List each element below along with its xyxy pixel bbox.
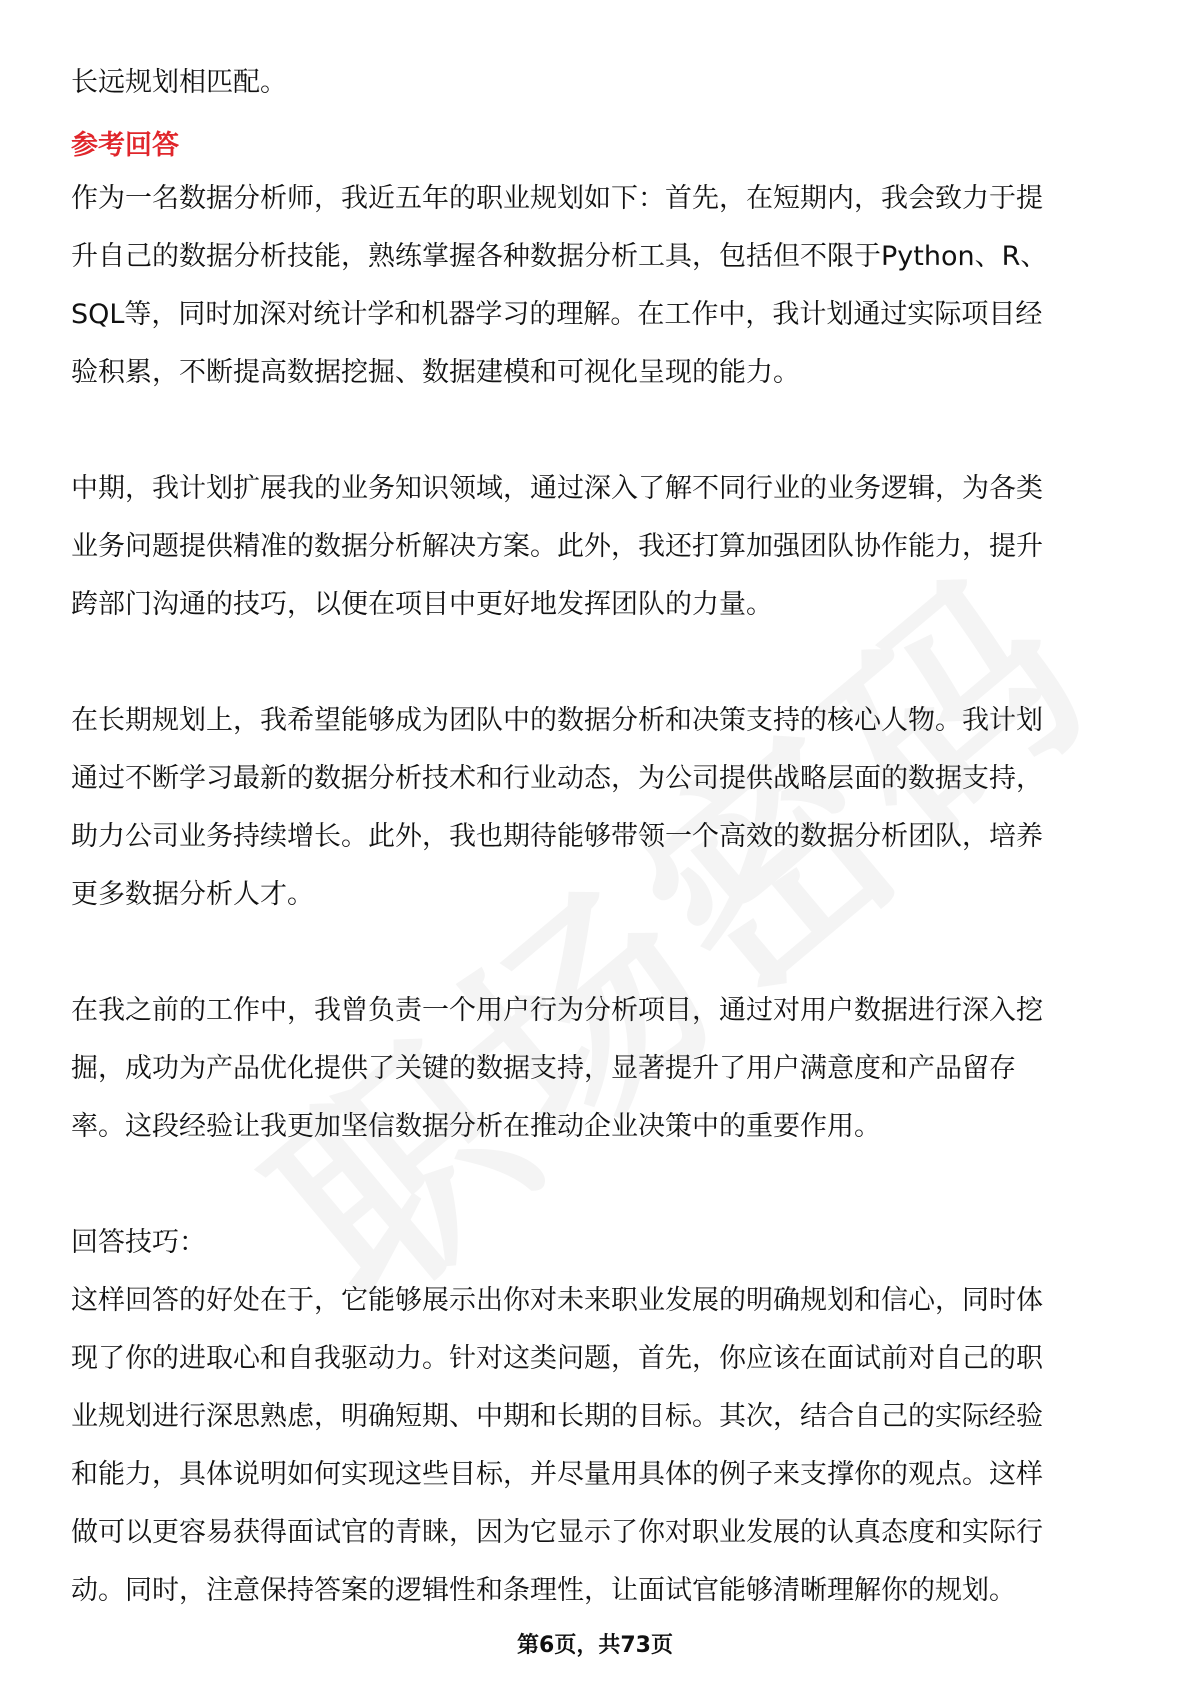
paragraph-line: 掘，成功为产品优化提供了关键的数据支持，显著提升了用户满意度和产品留存 — [71, 1053, 1016, 1084]
tips-line: 动。同时，注意保持答案的逻辑性和条理性，让面试官能够清晰理解你的规划。 — [71, 1575, 1016, 1606]
tips-line: 做可以更容易获得面试官的青睐，因为它显示了你对职业发展的认真态度和实际行 — [71, 1517, 1043, 1548]
tips-line: 和能力，具体说明如何实现这些目标，并尽量用具体的例子来支撑你的观点。这样 — [71, 1459, 1043, 1490]
paragraph-line: 在我之前的工作中，我曾负责一个用户行为分析项目，通过对用户数据进行深入挖 — [71, 995, 1043, 1026]
tips-heading: 回答技巧： — [71, 1227, 206, 1258]
paragraph-3 — [71, 692, 1121, 924]
tips-paragraph — [71, 1272, 1121, 1620]
paragraph-line: 作为一名数据分析师，我近五年的职业规划如下：首先，在短期内，我会致力于提 — [71, 183, 1043, 214]
page-number: 第6页，共73页 — [517, 1633, 673, 1658]
paragraph-2 — [71, 460, 1121, 634]
answer-heading: 参考回答 — [71, 130, 179, 161]
tips-line: 这样回答的好处在于，它能够展示出你对未来职业发展的明确规划和信心，同时体 — [71, 1285, 1043, 1316]
tips-line: 业规划进行深思熟虑，明确短期、中期和长期的目标。其次，结合自己的实际经验 — [71, 1401, 1043, 1432]
paragraph-line: 在长期规划上，我希望能够成为团队中的数据分析和决策支持的核心人物。我计划 — [71, 705, 1043, 736]
paragraph-line: 中期，我计划扩展我的业务知识领域，通过深入了解不同行业的业务逻辑，为各类 — [71, 473, 1043, 504]
paragraph-1 — [71, 170, 1121, 402]
paragraph-line: 跨部门沟通的技巧，以便在项目中更好地发挥团队的力量。 — [71, 589, 773, 620]
intro-tail-text: 长远规划相匹配。 — [71, 67, 287, 98]
paragraph-line: 率。这段经验让我更加坚信数据分析在推动企业决策中的重要作用。 — [71, 1111, 881, 1142]
paragraph-line: 升自己的数据分析技能，熟练掌握各种数据分析工具，包括但不限于Python、R、 — [71, 241, 1048, 272]
paragraph-line: 验积累，不断提高数据挖掘、数据建模和可视化呈现的能力。 — [71, 357, 800, 388]
paragraph-line: 助力公司业务持续增长。此外，我也期待能够带领一个高效的数据分析团队，培养 — [71, 821, 1043, 852]
paragraph-line: 通过不断学习最新的数据分析技术和行业动态，为公司提供战略层面的数据支持， — [71, 763, 1043, 794]
page-content — [71, 54, 1121, 1620]
paragraph-4 — [71, 982, 1121, 1156]
paragraph-line: SQL等，同时加深对统计学和机器学习的理解。在工作中，我计划通过实际项目经 — [71, 299, 1043, 330]
paragraph-line: 业务问题提供精准的数据分析解决方案。此外，我还打算加强团队协作能力，提升 — [71, 531, 1043, 562]
tips-line: 现了你的进取心和自我驱动力。针对这类问题，首先，你应该在面试前对自己的职 — [71, 1343, 1043, 1374]
paragraph-line: 更多数据分析人才。 — [71, 879, 314, 910]
